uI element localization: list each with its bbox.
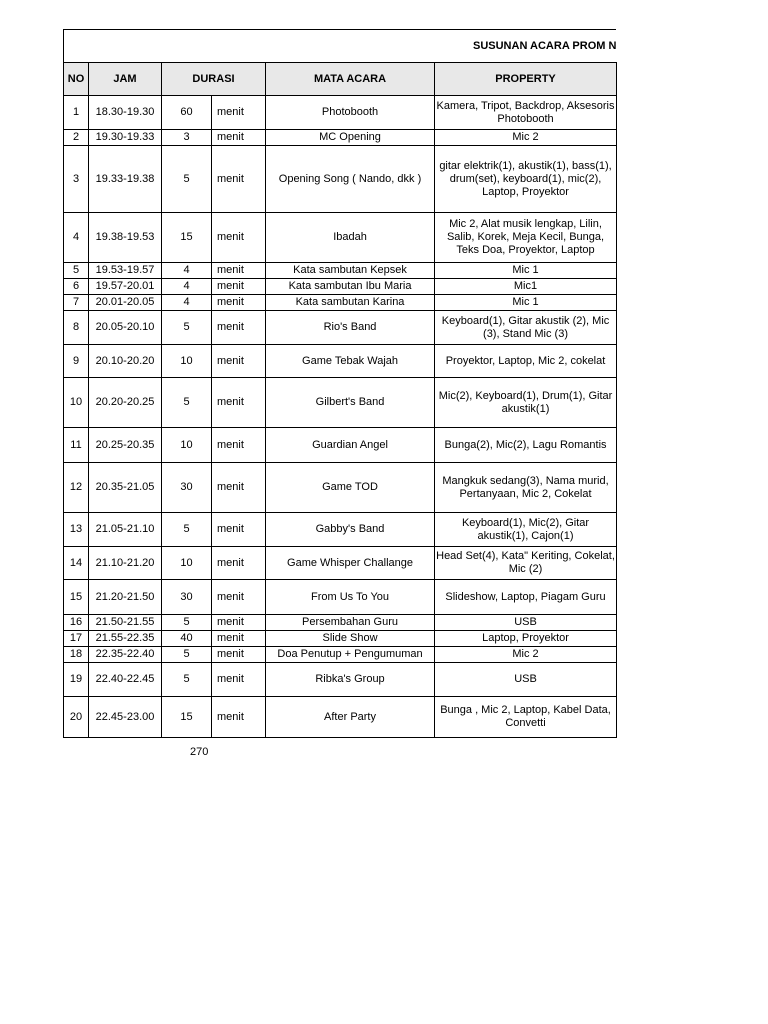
row-no: 20 [64, 697, 89, 738]
row-jam: 22.35-22.40 [89, 647, 162, 663]
row-no: 15 [64, 580, 89, 615]
row-property: Mic(2), Keyboard(1), Drum(1), Gitar akustik(1) [435, 378, 617, 428]
row-property: Mic 1 [435, 295, 617, 311]
row-property: Proyektor, Laptop, Mic 2, cokelat [435, 345, 617, 378]
row-jam: 19.30-19.33 [89, 130, 162, 146]
row-no: 16 [64, 615, 89, 631]
row-mata-acara: Gabby's Band [266, 513, 435, 547]
row-durasi: 30 [162, 580, 212, 615]
row-no: 4 [64, 213, 89, 263]
row-jam: 22.40-22.45 [89, 663, 162, 697]
schedule-title: SUSUNAN ACARA PROM N [473, 40, 616, 52]
title-row [63, 29, 616, 62]
row-no: 10 [64, 378, 89, 428]
row-durasi: 5 [162, 378, 212, 428]
row-mata-acara: Game TOD [266, 463, 435, 513]
row-durasi: 5 [162, 663, 212, 697]
row-durasi: 4 [162, 263, 212, 279]
row-unit: menit [212, 311, 266, 345]
row-unit: menit [212, 263, 266, 279]
row-unit: menit [212, 463, 266, 513]
table-row [64, 697, 617, 738]
row-mata-acara: Game Tebak Wajah [266, 345, 435, 378]
table-row [64, 146, 617, 213]
table-row [64, 513, 617, 547]
total-durasi: 270 [190, 746, 209, 758]
row-unit: menit [212, 130, 266, 146]
row-durasi: 10 [162, 547, 212, 580]
row-property: Bunga , Mic 2, Laptop, Kabel Data, Convetti [435, 697, 617, 738]
row-mata-acara: Guardian Angel [266, 428, 435, 463]
row-property: Mic1 [435, 279, 617, 295]
table-row [64, 96, 617, 130]
row-jam: 21.20-21.50 [89, 580, 162, 615]
table-row [64, 263, 617, 279]
row-jam: 18.30-19.30 [89, 96, 162, 130]
row-unit: menit [212, 631, 266, 647]
row-mata-acara: Kata sambutan Karina [266, 295, 435, 311]
row-property: Keyboard(1), Mic(2), Gitar akustik(1), Cajon(1) [435, 513, 617, 547]
table-row [64, 631, 617, 647]
row-unit: menit [212, 663, 266, 697]
table-row [64, 213, 617, 263]
row-durasi: 4 [162, 295, 212, 311]
row-property: Keyboard(1), Gitar akustik (2), Mic (3), Stand Mic (3) [435, 311, 617, 345]
row-jam: 20.35-21.05 [89, 463, 162, 513]
row-property: Laptop, Proyektor [435, 631, 617, 647]
row-property: Kamera, Tripot, Backdrop, Aksesoris Photobooth [435, 96, 617, 130]
row-durasi: 15 [162, 697, 212, 738]
row-no: 12 [64, 463, 89, 513]
row-no: 8 [64, 311, 89, 345]
row-durasi: 5 [162, 146, 212, 213]
row-no: 11 [64, 428, 89, 463]
row-unit: menit [212, 279, 266, 295]
table-row [64, 295, 617, 311]
header-durasi: DURASI [162, 63, 266, 96]
row-unit: menit [212, 697, 266, 738]
schedule-table [63, 62, 617, 738]
row-durasi: 15 [162, 213, 212, 263]
row-durasi: 5 [162, 513, 212, 547]
row-mata-acara: From Us To You [266, 580, 435, 615]
row-property: Mic 1 [435, 263, 617, 279]
row-unit: menit [212, 345, 266, 378]
row-durasi: 5 [162, 615, 212, 631]
row-jam: 19.53-19.57 [89, 263, 162, 279]
row-no: 7 [64, 295, 89, 311]
row-mata-acara: Rio's Band [266, 311, 435, 345]
row-property: Bunga(2), Mic(2), Lagu Romantis [435, 428, 617, 463]
row-no: 17 [64, 631, 89, 647]
row-durasi: 5 [162, 647, 212, 663]
row-property: Mic 2 [435, 130, 617, 146]
row-no: 9 [64, 345, 89, 378]
row-no: 19 [64, 663, 89, 697]
row-no: 5 [64, 263, 89, 279]
row-jam: 20.20-20.25 [89, 378, 162, 428]
row-mata-acara: Ibadah [266, 213, 435, 263]
table-row [64, 580, 617, 615]
table-row [64, 615, 617, 631]
row-no: 6 [64, 279, 89, 295]
row-no: 18 [64, 647, 89, 663]
row-property: USB [435, 615, 617, 631]
row-jam: 20.05-20.10 [89, 311, 162, 345]
row-mata-acara: Kata sambutan Kepsek [266, 263, 435, 279]
header-jam: JAM [89, 63, 162, 96]
row-property: Slideshow, Laptop, Piagam Guru [435, 580, 617, 615]
table-row [64, 647, 617, 663]
row-mata-acara: Gilbert's Band [266, 378, 435, 428]
row-unit: menit [212, 146, 266, 213]
table-row [64, 279, 617, 295]
row-property: Mic 2 [435, 647, 617, 663]
row-unit: menit [212, 428, 266, 463]
row-jam: 21.50-21.55 [89, 615, 162, 631]
row-jam: 19.57-20.01 [89, 279, 162, 295]
row-mata-acara: Doa Penutup + Pengumuman [266, 647, 435, 663]
row-mata-acara: After Party [266, 697, 435, 738]
row-jam: 19.33-19.38 [89, 146, 162, 213]
row-unit: menit [212, 295, 266, 311]
row-durasi: 4 [162, 279, 212, 295]
row-mata-acara: Kata sambutan Ibu Maria [266, 279, 435, 295]
table-row [64, 378, 617, 428]
row-no: 1 [64, 96, 89, 130]
header-property: PROPERTY [435, 63, 617, 96]
row-mata-acara: Photobooth [266, 96, 435, 130]
row-mata-acara: Ribka's Group [266, 663, 435, 697]
row-unit: menit [212, 547, 266, 580]
row-no: 2 [64, 130, 89, 146]
row-jam: 20.25-20.35 [89, 428, 162, 463]
row-jam: 21.05-21.10 [89, 513, 162, 547]
row-mata-acara: Game Whisper Challange [266, 547, 435, 580]
row-jam: 19.38-19.53 [89, 213, 162, 263]
row-durasi: 3 [162, 130, 212, 146]
table-row [64, 130, 617, 146]
row-property: USB [435, 663, 617, 697]
row-property: Mic 2, Alat musik lengkap, Lilin, Salib, Korek, Meja Kecil, Bunga, Teks Doa, Proyektor, Laptop [435, 213, 617, 263]
row-durasi: 40 [162, 631, 212, 647]
row-unit: menit [212, 96, 266, 130]
row-property: Mangkuk sedang(3), Nama murid, Pertanyaan, Mic 2, Cokelat [435, 463, 617, 513]
row-durasi: 10 [162, 345, 212, 378]
row-jam: 20.01-20.05 [89, 295, 162, 311]
row-no: 14 [64, 547, 89, 580]
header-no: NO [64, 63, 89, 96]
row-property: gitar elektrik(1), akustik(1), bass(1), drum(set), keyboard(1), mic(2), Laptop, Proyektor [435, 146, 617, 213]
row-mata-acara: Persembahan Guru [266, 615, 435, 631]
row-unit: menit [212, 513, 266, 547]
table-row [64, 663, 617, 697]
row-unit: menit [212, 647, 266, 663]
table-row [64, 345, 617, 378]
row-property: Head Set(4), Kata" Keriting, Cokelat, Mic (2) [435, 547, 617, 580]
header-row [64, 63, 617, 96]
header-mata-acara: MATA ACARA [266, 63, 435, 96]
row-jam: 21.10-21.20 [89, 547, 162, 580]
row-no: 3 [64, 146, 89, 213]
row-jam: 22.45-23.00 [89, 697, 162, 738]
table-row [64, 428, 617, 463]
row-durasi: 5 [162, 311, 212, 345]
row-unit: menit [212, 615, 266, 631]
row-durasi: 10 [162, 428, 212, 463]
table-row [64, 547, 617, 580]
row-mata-acara: Opening Song ( Nando, dkk ) [266, 146, 435, 213]
row-mata-acara: Slide Show [266, 631, 435, 647]
row-unit: menit [212, 378, 266, 428]
row-jam: 20.10-20.20 [89, 345, 162, 378]
row-jam: 21.55-22.35 [89, 631, 162, 647]
table-row [64, 311, 617, 345]
row-durasi: 60 [162, 96, 212, 130]
row-no: 13 [64, 513, 89, 547]
row-durasi: 30 [162, 463, 212, 513]
table-row [64, 463, 617, 513]
row-unit: menit [212, 213, 266, 263]
row-mata-acara: MC Opening [266, 130, 435, 146]
row-unit: menit [212, 580, 266, 615]
